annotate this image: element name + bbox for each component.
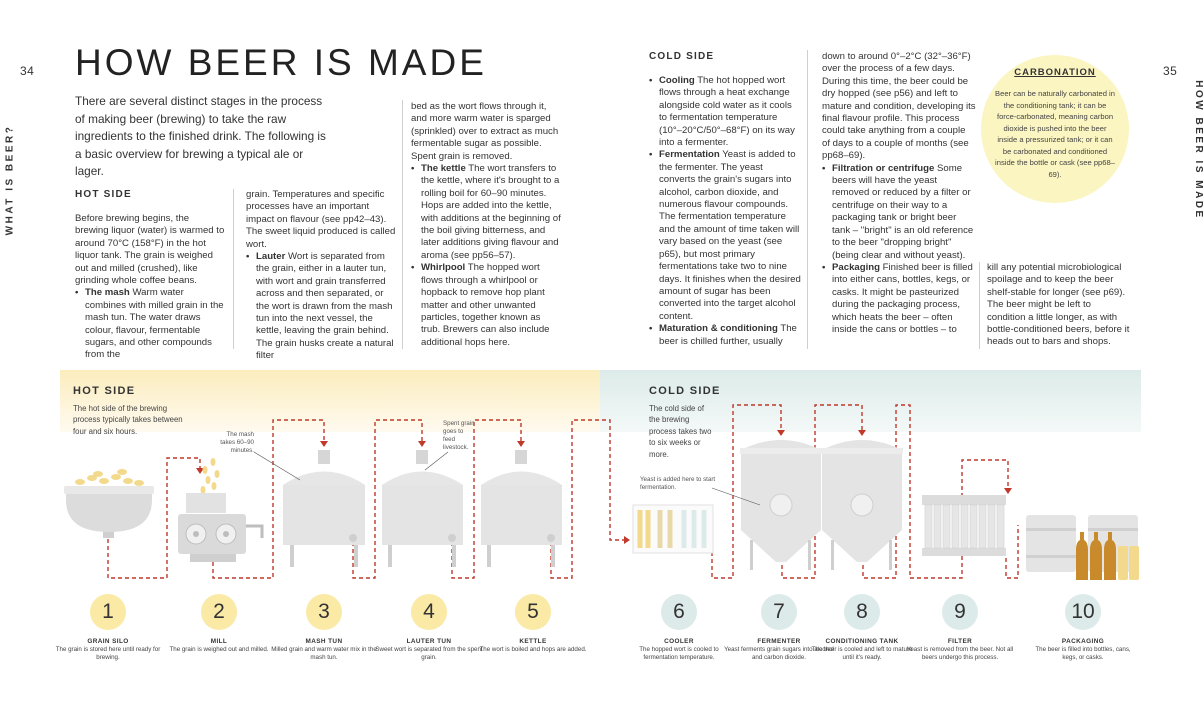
step-number: 2 bbox=[201, 594, 237, 630]
packaging-text: Finished beer is filled into either cans, bottles, kegs, or casks. It might be pasteurized during the packaging process, which heats the beer – often inside the cans or bottles – to bbox=[832, 261, 973, 335]
lauter-paragraph bbox=[246, 251, 396, 363]
arrow-head bbox=[320, 441, 328, 447]
mash-time-callout: The mash takes 60–90 minutes. bbox=[220, 431, 254, 454]
step-description: Sweet wort is separated from the spent grain. bbox=[375, 646, 483, 662]
step-name: FERMENTER bbox=[757, 638, 801, 645]
sparge-text: bed as the wort flows through it, and more warm water is sparged (sprinkled) over to extract as much fermentable sugar as possible. Spent grain is removed. bbox=[411, 101, 559, 162]
yeast-callout: Yeast is added here to start fermentation. bbox=[640, 476, 716, 491]
step-name: CONDITIONING TANK bbox=[825, 638, 899, 645]
cold-side-band-label: COLD SIDE bbox=[649, 385, 721, 397]
step-description: Yeast ferments grain sugars into alcohol and carbon dioxide. bbox=[724, 646, 834, 662]
arrow-head bbox=[624, 536, 630, 544]
lauter-label: Lauter bbox=[256, 251, 286, 263]
grain-silo-icon bbox=[64, 469, 154, 538]
flow-arrow bbox=[108, 458, 200, 578]
step-description: The grain is stored here until ready for brewing. bbox=[55, 646, 161, 662]
cold-side-column-2 bbox=[822, 51, 976, 336]
page-number-right: 35 bbox=[1163, 64, 1178, 78]
flow-arrow bbox=[1006, 525, 1018, 578]
step-name: COOLER bbox=[664, 638, 694, 645]
step-number: 6 bbox=[661, 594, 697, 630]
filter-icon bbox=[922, 495, 1006, 556]
section-tab-left: WHAT IS BEER? bbox=[4, 124, 16, 236]
kettle-paragraph bbox=[411, 163, 561, 262]
step-name: MASH TUN bbox=[305, 638, 343, 645]
hot-side-column-3 bbox=[411, 101, 561, 349]
step-number: 1 bbox=[90, 594, 126, 630]
arrow-head bbox=[418, 441, 426, 447]
kettle-text: The wort transfers to the kettle, where it's brought to a rolling boil for 60–90 minutes. Hops are added into the kettle, with additions at the beginning of the boil giving bitterness, and later additions giving flavour and aroma (see pp56–57). bbox=[421, 163, 561, 261]
step-number: 10 bbox=[1065, 594, 1101, 630]
step-description: The hopped wort is cooled to fermentation temperature. bbox=[639, 646, 719, 662]
step-description: The beer is filled into bottles, cans, kegs, or casks. bbox=[1035, 646, 1131, 662]
page-number-left: 34 bbox=[20, 64, 35, 78]
step-description: Yeast is removed from the beer. Not all beers undergo this process. bbox=[906, 646, 1014, 662]
cold-side-column-1 bbox=[649, 75, 801, 348]
column-divider bbox=[807, 50, 808, 349]
step-description: Milled grain and warm water mix in the mash tun. bbox=[271, 646, 377, 662]
step-name: KETTLE bbox=[519, 638, 547, 645]
step-description: The beer is cooled and left to mature until it's ready. bbox=[811, 646, 913, 662]
kettle-icon bbox=[481, 450, 562, 567]
step-filter bbox=[905, 594, 1015, 662]
step-number: 4 bbox=[411, 594, 447, 630]
pasteurization-text: kill any potential microbiological spoilage and to keep the beer shelf-stable for longer (see p69). The beer might be left to condition a little longer, as with bottle-conditioned beers, before it heads out to bars and shops. bbox=[987, 262, 1130, 348]
fermenter-icon bbox=[740, 440, 822, 570]
arrow-head bbox=[1004, 488, 1012, 494]
cold-side-column-3 bbox=[987, 262, 1132, 349]
column-divider bbox=[979, 262, 980, 349]
cooling-label: Cooling bbox=[659, 75, 695, 86]
mill-icon bbox=[178, 458, 262, 562]
step-mash-tun bbox=[269, 594, 379, 662]
flow-arrow bbox=[353, 420, 422, 578]
cooler-icon bbox=[633, 505, 713, 553]
step-name: PACKAGING bbox=[1061, 638, 1105, 645]
step-number: 9 bbox=[942, 594, 978, 630]
mash-label: The mash bbox=[85, 287, 130, 299]
arrow-head bbox=[196, 468, 204, 474]
carbonation-title: CARBONATION bbox=[1014, 67, 1096, 78]
conditioning-tank-icon bbox=[821, 440, 903, 570]
step-number: 5 bbox=[515, 594, 551, 630]
step-description: The grain is weighed out and milled. bbox=[169, 646, 269, 653]
hot-side-column-2 bbox=[246, 189, 396, 363]
maturation-text: The beer is chilled further, usually bbox=[659, 323, 797, 347]
mash-paragraph bbox=[75, 287, 225, 361]
whirlpool-text: The hopped wort flows through a whirlpool or hopback to remove hop plant matter and other unwanted particles, together known as trub. Brewers can also include additional hops here. bbox=[421, 262, 550, 348]
step-kettle bbox=[478, 594, 588, 654]
step-number: 7 bbox=[761, 594, 797, 630]
step-mill bbox=[164, 594, 274, 654]
step-packaging bbox=[1028, 594, 1138, 662]
arrow-heads bbox=[196, 430, 1012, 544]
lauter-tun-icon bbox=[382, 450, 463, 567]
hot-side-band-text: The hot side of the brewing process typically takes between four and six hours. bbox=[73, 404, 183, 436]
maturation-paragraph bbox=[649, 323, 801, 348]
maturation-continued-text: down to around 0°–2°C (32°–36°F) over the process of a few days. During this time, the beer could be dry hopped (see p56) and left to mature and condition, developing its final flavour profile. This process could take anything from a couple of days to a couple of months (see pp68–69). bbox=[822, 51, 976, 162]
packaging-paragraph bbox=[822, 262, 976, 336]
cold-side-band-text: The cold side of the brewing process takes two to six weeks or more. bbox=[649, 404, 712, 459]
filtration-label: Filtration or centrifuge bbox=[832, 162, 935, 174]
step-number: 8 bbox=[844, 594, 880, 630]
whirlpool-label: Whirlpool bbox=[421, 262, 466, 274]
arrow-head bbox=[517, 441, 525, 447]
hot-side-band-label: HOT SIDE bbox=[73, 385, 136, 397]
flow-arrow bbox=[551, 420, 626, 578]
step-conditioning-tank bbox=[807, 594, 917, 662]
step-description: The wort is boiled and hops are added. bbox=[479, 646, 587, 653]
step-name: GRAIN SILO bbox=[87, 638, 129, 645]
maturation-label: Maturation & conditioning bbox=[659, 323, 778, 335]
cold-side-heading: COLD SIDE bbox=[649, 51, 715, 62]
fermentation-text: Yeast is added to the fermenter. The yeast converts the grain's sugars into alcohol, carbon dioxide, and numerous flavour compounds. The fermentation temperature and the amount of time taken will vary based on the yeast (see p65), but most primary fermentations take two to nine days. It finishes when the desired amount of sugar has been converted into the target alcohol content. bbox=[659, 149, 801, 322]
fermentation-paragraph bbox=[649, 149, 801, 323]
filtration-text: Some beers will have the yeast removed or reduced by a filter or centrifuge on their way to a packaging tank or bright beer tank – "bright" is an old reference to the beer "dropping bright" (being clear and without yeast). bbox=[832, 162, 974, 261]
intro-paragraph: There are several distinct stages in the process of making beer (brewing) to take the raw ingredients to the finished drink. The following is a basic overview for brewing a typical ale or lager. bbox=[75, 94, 326, 178]
step-grain-silo bbox=[53, 594, 163, 662]
mash-text: Warm water combines with milled grain in the mash tun. The water draws colour, flavour, fermentable sugars, and other compounds from the bbox=[85, 287, 224, 361]
cooling-text: The hot hopped wort flows through a heat exchange alongside cold water as it cools to fermentation temperature (10°–20°C/50°–68°F) on its way into a fermenter. bbox=[659, 75, 795, 149]
step-name: MILL bbox=[210, 638, 228, 645]
column-divider bbox=[233, 189, 234, 349]
section-tab-right: HOW BEER IS MADE bbox=[1192, 80, 1204, 220]
whirlpool-paragraph bbox=[411, 262, 561, 349]
step-cooler bbox=[624, 594, 734, 662]
carbonation-text: Beer can be naturally carbonated in the conditioning tank; it can be force-carbonated, meaning carbon dioxide is pushed into the beer inside a pressurized tank; or it can be carbonated and conditioned inside the bottle or cask (see pp68–69). bbox=[995, 89, 1115, 179]
hot-side-heading: HOT SIDE bbox=[75, 189, 132, 200]
lauter-text: Wort is separated from the grain, either in a lauter tun, with wort and grain transferred across and then separated, or the wort is drawn from the mash tun into the next vessel, the kettle, leaving the grain behind. The grain husks create a natural filter bbox=[256, 251, 394, 362]
step-name: FILTER bbox=[947, 638, 973, 645]
step-lauter-tun bbox=[374, 594, 484, 662]
fermentation-label: Fermentation bbox=[659, 149, 720, 161]
step-number: 3 bbox=[306, 594, 342, 630]
packaging-label: Packaging bbox=[832, 261, 880, 273]
hot-side-intro-text: Before brewing begins, the brewing liquor (water) is warmed to around 70°C (158°F) in the hot liquor tank. The grain is weighed out and milled (crushed), like grinding whole coffee beans. bbox=[75, 213, 225, 287]
mash-tun-icon bbox=[283, 450, 365, 567]
carbonation-callout bbox=[981, 55, 1129, 203]
column-divider bbox=[402, 100, 403, 349]
spent-grain-callout: Spent grain goes to feed livestock. bbox=[443, 420, 475, 451]
step-name: LAUTER TUN bbox=[406, 638, 452, 645]
packaging-icon bbox=[1026, 515, 1139, 580]
filtration-paragraph bbox=[822, 163, 976, 262]
wort-text: grain. Temperatures and specific processes have an important impact on flavour (see pp42–43). The sweet liquid produced is called wort. bbox=[246, 189, 396, 250]
cooling-paragraph bbox=[649, 75, 801, 149]
kettle-label: The kettle bbox=[421, 163, 466, 175]
page-title: HOW BEER IS MADE bbox=[75, 42, 487, 83]
hot-side-column-1 bbox=[75, 213, 225, 362]
